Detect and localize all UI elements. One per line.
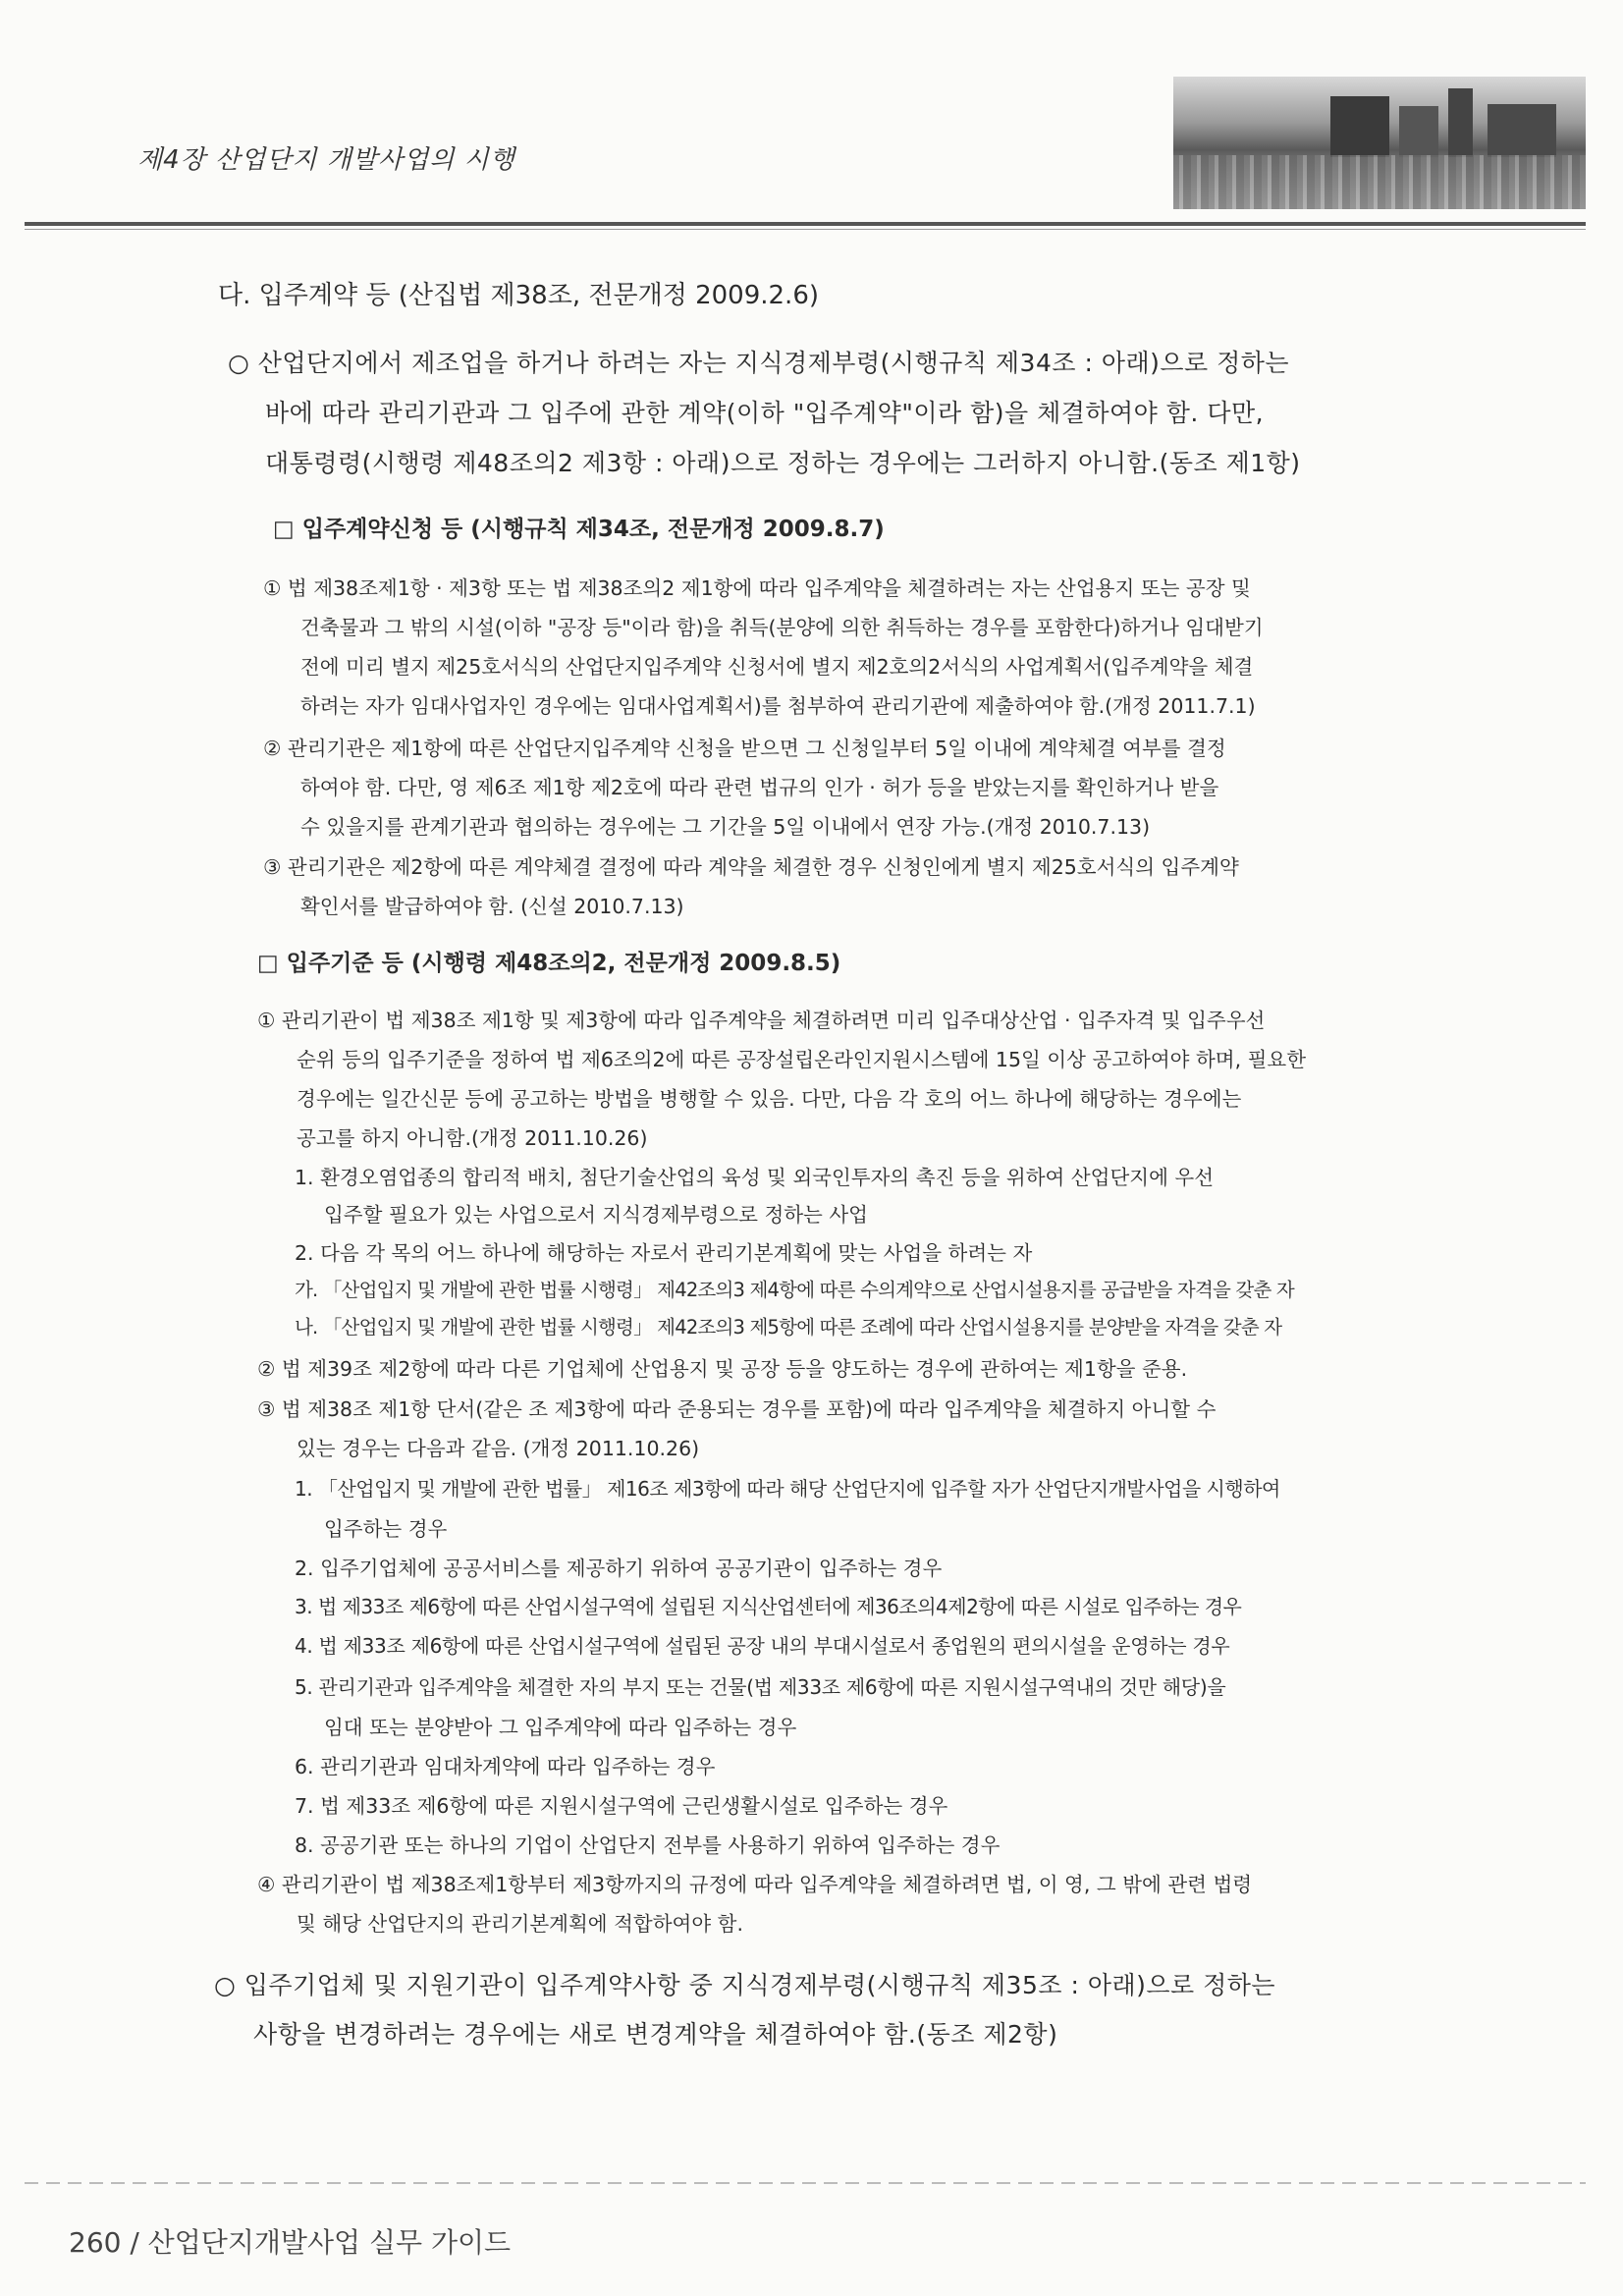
- box2-line-16: 3. 법 제33조 제6항에 따른 산업시설구역에 설립된 지식산업센터에 제36조의4제2항에 따른 시설로 입주하는 경우: [295, 1595, 1242, 1618]
- box1-line-7: 수 있을지를 관계기관과 협의하는 경우에는 그 기간을 5일 이내에서 연장 가능.(개정 2010.7.13): [300, 815, 1151, 839]
- box2-line-17: 4. 법 제33조 제6항에 따른 산업시설구역에 설립된 공장 내의 부대시설로서 종업원의 편의시설을 운영하는 경우: [295, 1634, 1230, 1658]
- box1-line-8: ③ 관리기관은 제2항에 따른 계약체결 결정에 따라 계약을 체결한 경우 신청인에게 별지 제25호서식의 입주계약: [263, 855, 1239, 879]
- box1-line-3: 전에 미리 별지 제25호서식의 산업단지입주계약 신청서에 별지 제2호의2서식의 사업계획서(입주계약을 체결: [300, 655, 1254, 679]
- box2-line-11: ③ 법 제38조 제1항 단서(같은 조 제3항에 따라 준용되는 경우를 포함)에 따라 입주계약을 체결하지 아니할 수: [257, 1397, 1217, 1421]
- box2-line-20: 6. 관리기관과 임대차계약에 따라 입주하는 경우: [295, 1755, 716, 1778]
- box2-line-9: 나. 「산업입지 및 개발에 관한 법률 시행령」 제42조의3 제5항에 따른 조례에 따라 산업시설용지를 분양받을 자격을 갖춘 자: [295, 1316, 1282, 1339]
- box1-line-1: ① 법 제38조제1항 · 제3항 또는 법 제38조의2 제1항에 따라 입주계약을 체결하려는 자는 산업용지 또는 공장 및: [263, 576, 1251, 600]
- box2-line-22: 8. 공공기관 또는 하나의 기업이 산업단지 전부를 사용하기 위하여 입주하는 경우: [295, 1833, 1001, 1857]
- box1-line-2: 건축물과 그 밖의 시설(이하 "공장 등"이라 함)을 취득(분양에 의한 취득하는 경우를 포함한다)하거나 임대받기: [300, 616, 1264, 639]
- chapter-title: 제4장 산업단지 개발사업의 시행: [137, 145, 515, 175]
- box2-line-6: 입주할 필요가 있는 사업으로서 지식경제부령으로 정하는 사업: [324, 1203, 868, 1227]
- box2-line-8: 가. 「산업입지 및 개발에 관한 법률 시행령」 제42조의3 제4항에 따른 수의계약으로 산업시설용지를 공급받을 자격을 갖춘 자: [295, 1279, 1294, 1301]
- box2-line-18: 5. 관리기관과 입주계약을 체결한 자의 부지 또는 건물(법 제33조 제6항에 따른 지원시설구역내의 것만 해당)을: [295, 1675, 1226, 1699]
- header-rule-thin: [25, 229, 1586, 230]
- page-header: [0, 0, 1623, 236]
- para1-line-1: ○ 산업단지에서 제조업을 하거나 하려는 자는 지식경제부령(시행규칙 제34조 : 아래)으로 정하는: [228, 349, 1290, 377]
- box2-line-10: ② 법 제39조 제2항에 따라 다른 기업체에 산업용지 및 공장 등을 양도하는 경우에 관하여는 제1항을 준용.: [257, 1357, 1188, 1381]
- box2-line-3: 경우에는 일간신문 등에 공고하는 방법을 병행할 수 있음. 다만, 다음 각 호의 어느 하나에 해당하는 경우에는: [297, 1087, 1242, 1111]
- box2-line-4: 공고를 하지 아니함.(개정 2011.10.26): [297, 1126, 648, 1150]
- box2-line-24: 및 해당 산업단지의 관리기본계획에 적합하여야 함.: [297, 1912, 743, 1936]
- header-rule: [25, 222, 1586, 226]
- box2-line-19: 임대 또는 분양받아 그 입주계약에 따라 입주하는 경우: [324, 1716, 797, 1739]
- section-title: 다. 입주계약 등 (산집법 제38조, 전문개정 2009.2.6): [218, 281, 820, 310]
- header-photo: [1173, 77, 1586, 209]
- box2-line-12: 있는 경우는 다음과 같음. (개정 2011.10.26): [297, 1437, 700, 1460]
- box2-line-1: ① 관리기관이 법 제38조 제1항 및 제3항에 따라 입주계약을 체결하려면 미리 입주대상산업 · 입주자격 및 입주우선: [257, 1009, 1266, 1032]
- box2-title: □ 입주기준 등 (시행령 제48조의2, 전문개정 2009.8.5): [257, 951, 841, 976]
- box2-line-15: 2. 입주기업체에 공공서비스를 제공하기 위하여 공공기관이 입주하는 경우: [295, 1557, 943, 1580]
- para2-line-2: 사항을 변경하려는 경우에는 새로 변경계약을 체결하여야 함.(동조 제2항): [253, 2020, 1058, 2049]
- box2-line-2: 순위 등의 입주기준을 정하여 법 제6조의2에 따른 공장설립온라인지원시스템에 15일 이상 공고하여야 하며, 필요한: [297, 1048, 1307, 1071]
- box2-line-13: 1. 「산업입지 및 개발에 관한 법률」 제16조 제3항에 따라 해당 산업단지에 입주할 자가 산업단지개발사업을 시행하여: [295, 1477, 1280, 1501]
- box2-line-7: 2. 다음 각 목의 어느 하나에 해당하는 자로서 관리기본계획에 맞는 사업을 하려는 자: [295, 1241, 1033, 1265]
- footer-rule: [25, 2182, 1586, 2184]
- box1-line-6: 하여야 함. 다만, 영 제6조 제1항 제2호에 따라 관련 법규의 인가 · 허가 등을 받았는지를 확인하거나 받을: [300, 776, 1219, 799]
- para1-line-3: 대통령령(시행령 제48조의2 제3항 : 아래)으로 정하는 경우에는 그러하지 아니함.(동조 제1항): [265, 449, 1301, 477]
- para2-line-1: ○ 입주기업체 및 지원기관이 입주계약사항 중 지식경제부령(시행규칙 제35조 : 아래)으로 정하는: [214, 1971, 1276, 1999]
- box2-line-23: ④ 관리기관이 법 제38조제1항부터 제3항까지의 규정에 따라 입주계약을 체결하려면 법, 이 영, 그 밖에 관련 법령: [257, 1873, 1253, 1896]
- para1-line-2: 바에 따라 관리기관과 그 입주에 관한 계약(이하 "입주계약"이라 함)을 체결하여야 함. 다만,: [265, 399, 1265, 427]
- footer-page-label: 260 / 산업단지개발사업 실무 가이드: [69, 2226, 512, 2259]
- box2-line-21: 7. 법 제33조 제6항에 따른 지원시설구역에 근린생활시설로 입주하는 경우: [295, 1794, 948, 1818]
- box1-title: □ 입주계약신청 등 (시행규칙 제34조, 전문개정 2009.8.7): [273, 517, 885, 542]
- box2-line-14: 입주하는 경우: [324, 1517, 448, 1541]
- box1-line-4: 하려는 자가 임대사업자인 경우에는 임대사업계획서)를 첨부하여 관리기관에 제출하여야 함.(개정 2011.7.1): [300, 694, 1256, 718]
- box1-line-9: 확인서를 발급하여야 함. (신설 2010.7.13): [300, 895, 684, 918]
- box2-line-5: 1. 환경오염업종의 합리적 배치, 첨단기술산업의 육성 및 외국인투자의 촉진 등을 위하여 산업단지에 우선: [295, 1166, 1214, 1189]
- box1-line-5: ② 관리기관은 제1항에 따른 산업단지입주계약 신청을 받으면 그 신청일부터 5일 이내에 계약체결 여부를 결정: [263, 737, 1226, 760]
